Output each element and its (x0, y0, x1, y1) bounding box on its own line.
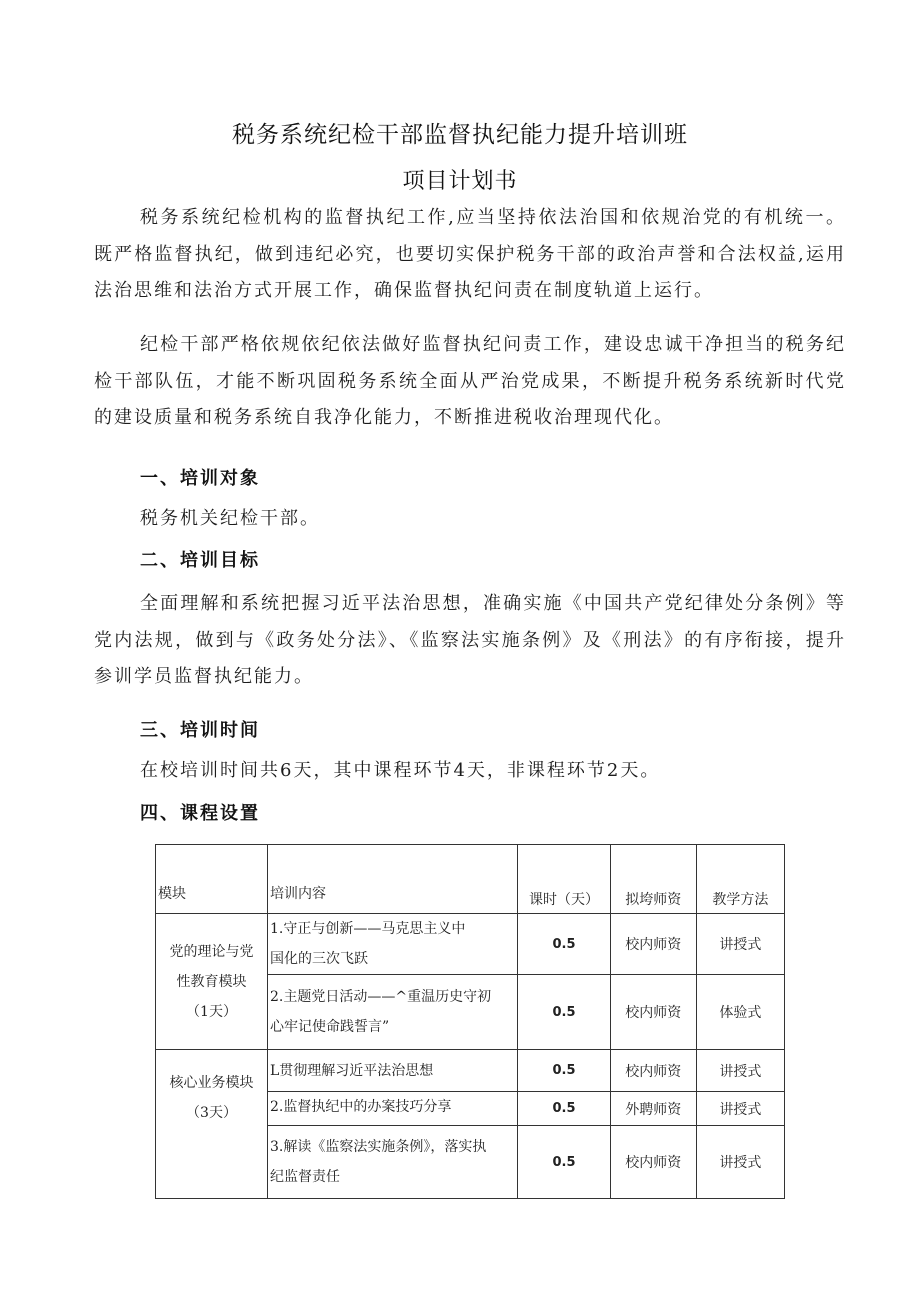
hours-cell: 0.5 (518, 1092, 610, 1126)
document-title: 税务系统纪检干部监督执纪能力提升培训班 (232, 122, 688, 148)
section-heading-courses: 四、课程设置 (140, 803, 260, 824)
section-heading-time: 三、培训时间 (140, 720, 260, 741)
header-content: 培训内容 (267, 845, 517, 914)
hours-cell: 0.5 (518, 1126, 610, 1199)
section-heading-trainees: 一、培训对象 (140, 468, 260, 489)
module-cell-theory (156, 914, 268, 1050)
teacher-cell: 校内师资 (610, 1126, 696, 1199)
content-line: 3.解读《监察法实施条例》，落实执 (269, 1139, 487, 1155)
method-cell: 体验式 (696, 975, 784, 1050)
module-name-line: 党的理论与党 (169, 943, 254, 960)
method-cell: 讲授式 (696, 914, 784, 975)
section-body-trainees: 税务机关纪检干部。 (140, 508, 320, 529)
content-line: 纪监督责任 (269, 1169, 340, 1185)
content-line: 2.监督执纪中的办案技巧分享 (269, 1099, 452, 1115)
header-hours: 课时（天） (518, 845, 610, 914)
content-line: L贯彻理解习近平法治思想 (269, 1062, 434, 1079)
table-row (156, 914, 785, 975)
method-cell: 讲授式 (696, 1050, 784, 1092)
hours-cell: 0.5 (518, 914, 610, 975)
hours-cell: 0.5 (518, 975, 610, 1050)
teacher-cell: 校内师资 (610, 975, 696, 1050)
intro-paragraph-2: 纪检干部严格依规依纪依法做好监督执纪问责工作，建设忠诚干净担当的税务纪检干部队伍，才能不断巩固税务系统全面从严治党成果，不断提升税务系统新时代党的建设质量和税务系统自我净化能力，不断推进税收治理现代化。 (94, 334, 846, 428)
content-line: 心牢记使命践誓言” (269, 1019, 390, 1035)
intro-paragraph-1: 税务系统纪检机构的监督执纪工作,应当坚持依法治国和依规治党的有机统一。既严格监督执纪，做到违纪必究，也要切实保护税务干部的政治声誉和合法权益,运用法治思维和法治方式开展工作，确保监督执纪问责在制度轨道上运行。 (94, 207, 846, 301)
header-module: 模块 (156, 845, 268, 914)
module-name-line: （3天） (186, 1105, 237, 1121)
module-cell-core (156, 1050, 268, 1199)
content-cell (267, 1092, 517, 1126)
content-cell (267, 1126, 517, 1199)
content-cell (267, 975, 517, 1050)
method-cell: 讲授式 (696, 1126, 784, 1199)
module-name-line: 性教育模块 (176, 973, 247, 990)
method-cell: 讲授式 (696, 1092, 784, 1126)
module-name-line: 核心业务模块 (169, 1075, 254, 1091)
document-subtitle: 项目计划书 (402, 169, 518, 194)
course-table (155, 844, 785, 1199)
content-line: 1.守正与创新——马克思主义中 (269, 921, 466, 937)
table-header-row (156, 845, 785, 914)
teacher-cell: 校内师资 (610, 914, 696, 975)
hours-cell: 0.5 (518, 1050, 610, 1092)
header-method: 教学方法 (696, 845, 784, 914)
section-body-goals: 全面理解和系统把握习近平法治思想，准确实施《中国共产党纪律处分条例》等党内法规，做到与《政务处分法》、《监察法实施条例》及《刑法》的有序衔接，提升参训学员监督执纪能力。 (94, 593, 846, 687)
section-heading-goals: 二、培训目标 (140, 550, 260, 571)
teacher-cell: 校内师资 (610, 1050, 696, 1092)
content-line: 2.主题党日活动——^重温历史守初 (269, 989, 492, 1005)
section-body-time: 在校培训时间共6天，其中课程环节4天，非课程环节2天。 (140, 760, 661, 781)
content-cell (267, 914, 517, 975)
content-line: 国化的三次飞跃 (269, 951, 368, 967)
content-cell (267, 1050, 517, 1092)
header-teacher: 拟垮师资 (610, 845, 696, 914)
table-row (156, 1050, 785, 1092)
teacher-cell: 外聘师资 (610, 1092, 696, 1126)
module-name-line: （1天） (186, 1003, 237, 1020)
